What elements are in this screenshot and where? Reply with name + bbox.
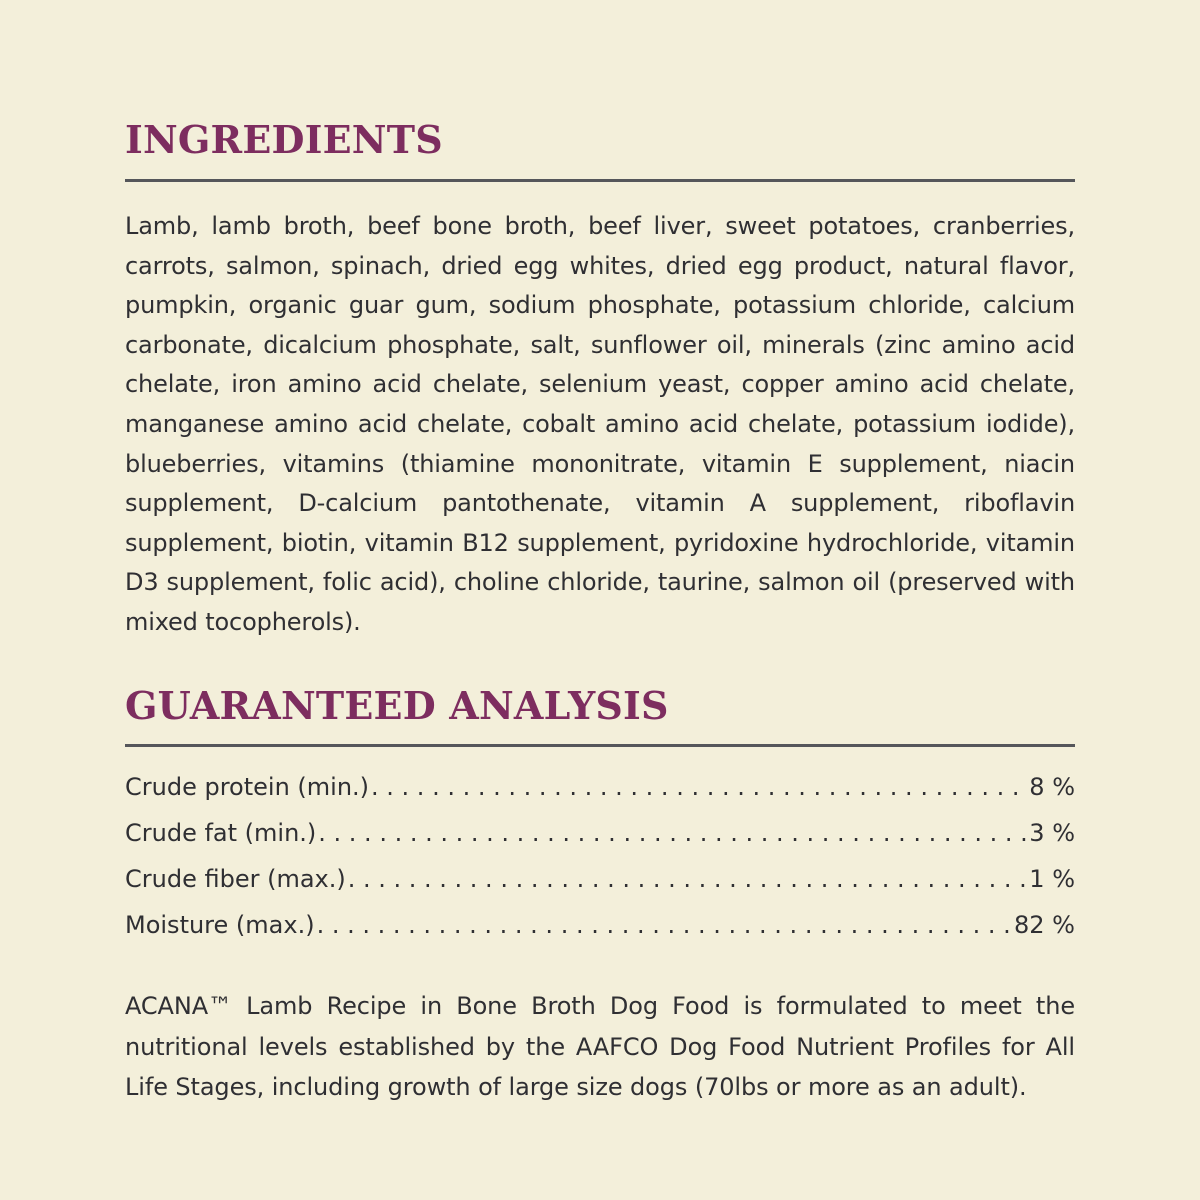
analysis-label: Crude protein (min.)	[125, 773, 370, 801]
dot-leader	[315, 902, 1014, 948]
analysis-heading: GUARANTEED ANALYSIS	[125, 683, 669, 728]
label-panel	[125, 0, 1075, 1200]
ingredients-heading: INGREDIENTS	[125, 117, 443, 162]
analysis-row-moisture	[125, 902, 1075, 948]
aafco-statement: ACANA™ Lamb Recipe in Bone Broth Dog Food is formulated to meet the nutritional levels established by the AAFCO Dog Food Nutrient Profiles for All Life Stages, including growth of large size dogs (70lbs or more as an adult).	[125, 992, 1075, 1101]
dot-leader	[369, 764, 1029, 810]
dot-leader	[346, 856, 1030, 902]
analysis-label: Crude fat (min.)	[125, 819, 317, 847]
analysis-divider	[125, 744, 1075, 747]
ingredients-divider	[125, 179, 1075, 182]
analysis-label: Crude fiber (max.)	[125, 865, 346, 893]
analysis-row-protein	[125, 764, 1075, 810]
analysis-row-fat	[125, 810, 1075, 856]
analysis-label: Moisture (max.)	[125, 911, 315, 939]
analysis-value: 82 %	[1014, 911, 1075, 939]
dot-leader	[316, 810, 1029, 856]
ingredients-text: Lamb, lamb broth, beef bone broth, beef liver, sweet potatoes, cranberries, carrots, salmon, spinach, dried egg whites, dried egg product, natural flavor, pumpkin, organic guar gum, sodium phosphate, potassium chloride, calcium carbonate, dicalcium phosphate, salt, sunflower oil, minerals (zinc amino acid chelate, iron amino acid chelate, selenium yeast, copper amino acid chelate, manganese amino acid chelate, cobalt amino acid chelate, potassium iodide), blueberries, vitamins (thiamine mononitrate, vitamin E supplement, niacin supplement, D-calcium pantothenate, vitamin A supplement, riboflavin supplement, biotin, vitamin B12 supplement, pyridoxine hydrochloride, vitamin D3 supplement, folic acid), choline chloride, taurine, salmon oil (preserved with mixed tocopherols).	[125, 212, 1075, 636]
analysis-value: 8 %	[1029, 773, 1075, 801]
analysis-list	[125, 764, 1075, 948]
analysis-value: 1 %	[1029, 865, 1075, 893]
analysis-value: 3 %	[1029, 819, 1075, 847]
analysis-row-fiber	[125, 856, 1075, 902]
